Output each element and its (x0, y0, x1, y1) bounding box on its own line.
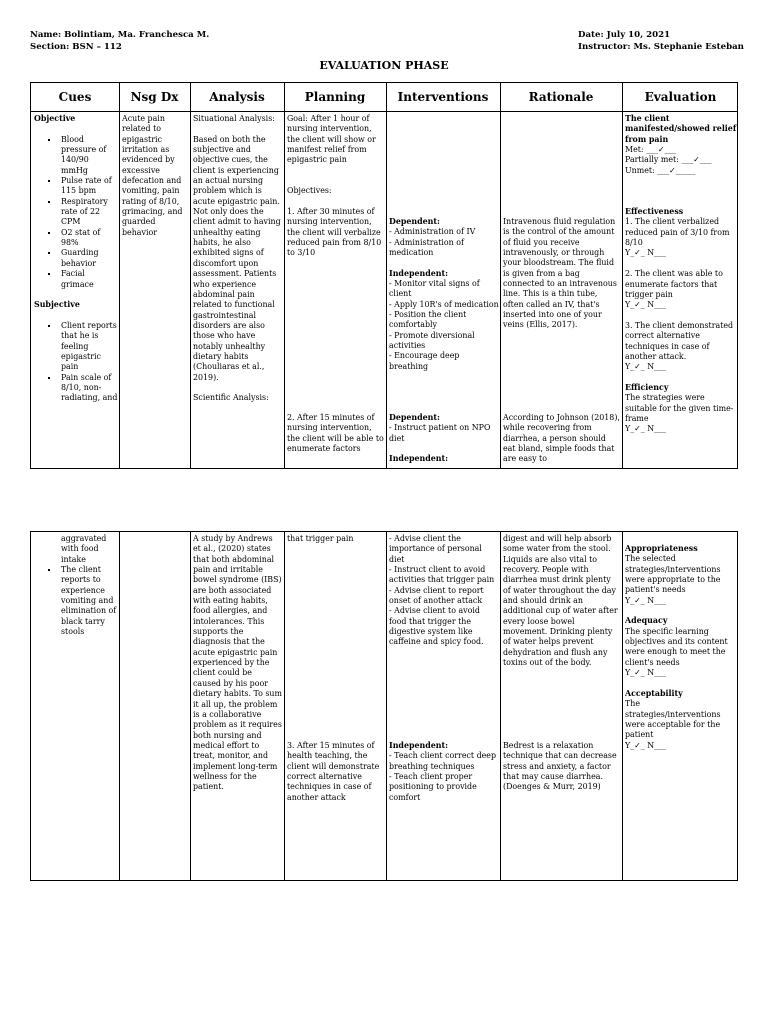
rationale-bedrest: Bedrest is a relaxation technique that can decrease stress and anxiety, a factor that may cause diarrhea. (Doenges & Murr, 2019) (503, 741, 617, 792)
instructor: Instructor: Ms. Stephanie Esteban (578, 42, 744, 52)
intervention-item: - Instruct patient on NPO diet (389, 423, 491, 443)
analysis-cell (193, 114, 282, 468)
analysis-cell-continued (193, 534, 282, 878)
student-name: Name: Bolintiam, Ma. Franchesca M. (30, 30, 210, 40)
planning-goal: Goal: After 1 hour of nursing intervention, the client will show or manifest relief from epigastric pain (287, 114, 376, 165)
adequacy-text: The specific learning objectives and its content were enough to meet the client's needs (625, 626, 728, 667)
nsgdx-cell (122, 114, 189, 468)
interventions-cell-continued (389, 534, 499, 724)
met-line: Met: ___✓___ (625, 145, 677, 155)
intervention-item: - Teach client proper positioning to provide comfort (389, 772, 477, 802)
appropriateness-label: Appropriateness (625, 544, 698, 553)
independent-label: Independent: (389, 268, 449, 278)
planning-continued: that trigger pain (287, 534, 354, 543)
yes-no-line: Y_✓_ N___ (625, 668, 666, 678)
intervention-item: - Position the client comfortably (389, 310, 467, 330)
cue-item: ▪ Blood pressure of 140/90 mmHg (59, 135, 118, 176)
independent-label: Independent: (389, 454, 449, 464)
effectiveness-1: 1. The client verbalized reduced pain of 3/10 from 8/10 (625, 217, 730, 248)
cue-item: ▪ Pulse rate of 115 bpm (59, 176, 118, 197)
interventions-cell (389, 217, 499, 407)
rationale-diet-continued: digest and will help absorb some water from the stool. Liquids are also vital to recovery. People with diarrhea must drink plenty of water throughout the day and should drink an additional cup of water after every loose bowel movement. Drinking plenty of water helps prevent dehydration and flush any toxins out of the body. (503, 534, 618, 668)
independent-label: Independent: (389, 741, 449, 750)
col-header-cues: Cues (58, 90, 92, 104)
partially-met-line: Partially met: ___✓___ (625, 155, 712, 165)
col-header-rationale: Rationale (528, 90, 594, 104)
effectiveness-2: 2. The client was able to enumerate factors that trigger pain (625, 269, 723, 299)
planning-cell-obj3 (287, 741, 385, 876)
section: Section: BSN – 112 (30, 42, 122, 52)
col-header-interventions: Interventions (397, 90, 489, 104)
planning-cell-continued (287, 534, 385, 724)
col-header-planning: Planning (304, 90, 366, 104)
intervention-item: - Promote diversional activities (389, 330, 475, 351)
planning-cell-lower (287, 413, 385, 468)
intervention-item: - Advise client to avoid food that trigger the digestive system like caffeine and spicy food. (389, 606, 484, 647)
planning-objective-2: 2. After 15 minutes of nursing intervention, the client will be able to enumerate factors (287, 413, 384, 454)
rationale-diet: According to Johnson (2018), while recovering from diarrhea, a person should eat bland, simple foods that are easy to (503, 413, 620, 464)
col-header-nsgdx: Nsg Dx (130, 90, 179, 104)
intervention-item: - Encourage deep breathing (389, 351, 460, 371)
dependent-label: Dependent: (389, 413, 440, 422)
yes-no-line: Y_✓_ N___ (625, 248, 666, 258)
acceptability-label: Acceptability (625, 688, 683, 698)
intervention-item: - Administration of medication (389, 237, 464, 258)
evaluation-table-part-2 (30, 531, 738, 881)
cues-cell (34, 114, 118, 468)
effectiveness-label: Effectiveness (625, 207, 684, 217)
col-header-evaluation: Evaluation (644, 90, 717, 104)
planning-objective-1: 1. After 30 minutes of nursing intervention, the client will verbalize reduced pain from 8/10 to 3/10 (287, 207, 382, 258)
rationale-cell (503, 217, 620, 407)
intervention-item: - Apply 10R's of medication (389, 299, 499, 309)
objective-label: Objective (34, 114, 76, 123)
intervention-item: - Monitor vital signs of client (389, 279, 480, 299)
yes-no-line: Y_✓_ N___ (625, 424, 666, 434)
analysis-text-continued: A study by Andrews et al., (2020) states that both abdominal pain and irritable bowel syndrome (IBS) are both associated with eating habits, food allergies, and intolerances. This supports the diagnosis that the acute epigastric pain experienced by the client could be caused by his poor dietary habits. To sum it all up, the problem is a collaborative problem as it requires both nursing and medical effort to treat, monitor, and implement long-term wellness for the patient. (193, 534, 282, 792)
evaluation-table-part-1 (30, 82, 738, 469)
rationale-iv: Intravenous fluid regulation is the control of the amount of fluid you receive intravenously, or through your bloodstream. The fluid is given from a bag connected to an intravenous line. This is a thin tube, often called an IV, that's inserted into one of your veins (Ellis, 2017). (503, 217, 617, 330)
efficiency-label: Efficiency (625, 382, 669, 392)
page-title: EVALUATION PHASE (319, 59, 449, 72)
efficiency-text: The strategies were suitable for the given time-frame (625, 393, 734, 423)
appropriateness-text: The selected strategies/interventions were appropriate to the patient's needs (625, 554, 721, 595)
col-header-analysis: Analysis (209, 90, 265, 104)
acceptability-text: The strategies/interventions were acceptable for the patient (625, 699, 721, 740)
nursing-diagnosis: Acute pain related to epigastric irritation as evidenced by excessive defecation and vomiting, pain rating of 8/10, grimacing, and guarded behavior (122, 114, 183, 237)
rationale-cell-lower (503, 741, 620, 876)
yes-no-line: Y_✓_ N___ (625, 740, 666, 750)
cue-item: ▪ Facial grimace (59, 269, 118, 290)
situational-analysis-heading: Situational Analysis: (193, 114, 275, 123)
cue-item: ▪ Client reports that he is feeling epigastric pain (59, 321, 118, 373)
cue-continued: aggravated with food intake (61, 534, 107, 564)
date: Date: July 10, 2021 (578, 30, 671, 40)
intervention-item: - Advise client to report onset of another attack (389, 585, 484, 606)
yes-no-line: Y_✓_ N___ (625, 595, 666, 605)
scientific-analysis-heading: Scientific Analysis: (193, 393, 269, 403)
objectives-label: Objectives: (287, 186, 332, 196)
subjective-label: Subjective (34, 300, 80, 310)
evaluation-cell (625, 114, 737, 468)
intervention-item: - Instruct client to avoid activities that trigger pain (389, 565, 495, 585)
evaluation-intro: The client manifested/showed relief from pain (625, 114, 737, 144)
interventions-cell-lower (389, 413, 499, 468)
intervention-item: - Teach client correct deep breathing techniques (389, 751, 497, 771)
intervention-item: - Administration of IV (389, 227, 476, 237)
effectiveness-3: 3. The client demonstrated correct alternative techniques in case of another attack. (625, 320, 734, 361)
dependent-label: Dependent: (389, 217, 440, 226)
adequacy-label: Adequacy (625, 616, 668, 626)
intervention-item: - Advise client the importance of personal diet (389, 534, 482, 564)
cue-item: ▪ O2 stat of 98% (59, 228, 118, 249)
evaluation-cell-continued (625, 544, 737, 878)
rationale-cell-lower (503, 413, 620, 468)
interventions-cell-lower (389, 741, 499, 876)
planning-objective-3: 3. After 15 minutes of health teaching, the client will demonstrate correct alternative techniques in case of another attack (287, 741, 380, 802)
yes-no-line: Y_✓_ N___ (625, 362, 666, 372)
cues-cell-continued (34, 534, 118, 878)
cue-item: ▪ Guarding behavior (59, 248, 118, 269)
cue-item: ▪ The client reports to experience vomiting and elimination of black tarry stools (59, 565, 118, 637)
yes-no-line: Y_✓_ N___ (625, 300, 666, 310)
rationale-cell-continued (503, 534, 620, 724)
situational-analysis-text: Based on both the subjective and objective cues, the client is experiencing an actual nursing problem which is acute epigastric pain. Not only does the client admit to having unhealthy eating habits, he also exhibited signs of discomfort upon assessment. Patients who experience abdominal pain related to functional gastrointestinal disorders are also those who have notably unhealthy dietary habits (Chouliaras et al., 2019). (193, 134, 281, 382)
unmet-line: Unmet: ___✓_____ (625, 165, 696, 175)
cue-item: ▪ Respiratory rate of 22 CPM (59, 197, 118, 228)
cue-item: ▪ Pain scale of 8/10, non-radiating, and (59, 373, 118, 404)
